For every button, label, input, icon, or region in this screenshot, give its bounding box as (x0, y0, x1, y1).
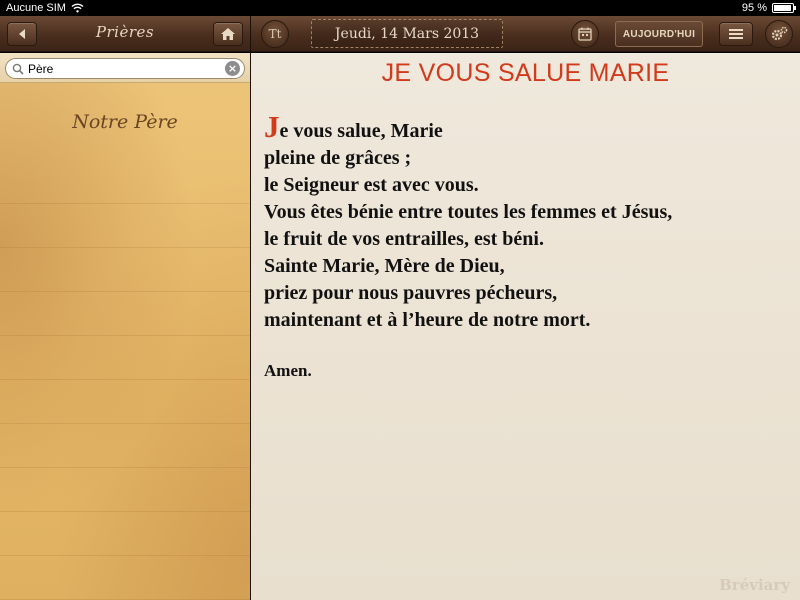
menu-button[interactable] (719, 22, 753, 46)
prayer-pane (251, 53, 800, 600)
list-background (0, 160, 250, 600)
results-pane (0, 53, 250, 600)
battery-group (742, 2, 794, 14)
prayer-line: priez pour nous pauvres pécheurs, (264, 282, 558, 304)
drop-cap: J (264, 109, 280, 144)
calendar-icon (577, 26, 593, 42)
date-label: Jeudi, 14 Mars 2013 (334, 25, 480, 42)
watermark: Bréviary (719, 576, 790, 594)
prayer-line: maintenant et à l’heure de notre mort. (264, 309, 591, 331)
date-selector[interactable] (311, 19, 503, 48)
back-arrow-icon (16, 28, 28, 40)
today-button[interactable] (615, 21, 703, 47)
search-input[interactable] (24, 62, 225, 76)
prayer-line: le Seigneur est avec vous. (264, 174, 479, 196)
prayer-amen: Amen. (264, 361, 312, 380)
prayer-line: pleine de grâces ; (264, 147, 412, 169)
carrier-label: Aucune SIM (6, 2, 66, 14)
prayer-line (264, 109, 794, 145)
result-item[interactable] (0, 84, 250, 160)
search-bar (0, 53, 250, 83)
search-icon (12, 63, 24, 75)
prayer-title: JE VOUS SALUE MARIE (381, 59, 670, 87)
result-label: Notre Père (72, 111, 178, 133)
search-field (5, 58, 245, 79)
prayer-line: Vous êtes bénie entre toutes les femmes et Jésus, (264, 201, 673, 223)
status-bar (0, 0, 800, 16)
settings-button[interactable] (765, 20, 793, 48)
prayer-line: Sainte Marie, Mère de Dieu, (264, 255, 505, 277)
calendar-button[interactable] (571, 20, 599, 48)
back-button[interactable] (7, 22, 37, 46)
menu-icon (728, 28, 744, 40)
clear-search-icon[interactable]: × (225, 61, 240, 76)
home-button[interactable] (213, 22, 243, 46)
results-list (0, 84, 250, 160)
prayer-text (264, 109, 794, 334)
section-title: Prières (95, 23, 155, 41)
text-size-label: Tt (268, 27, 282, 41)
prayer-line: le fruit de vos entrailles, est béni. (264, 228, 544, 250)
settings-icon (770, 26, 788, 42)
today-label: AUJOURD'HUI (622, 28, 696, 40)
battery-icon (772, 3, 794, 13)
left-toolbar (0, 16, 250, 52)
wifi-icon (71, 3, 84, 13)
prayer-line-first: e vous salue, Marie (279, 120, 443, 142)
battery-percent: 95 % (741, 2, 767, 14)
carrier-group (6, 2, 84, 14)
right-toolbar (251, 16, 800, 52)
text-size-button[interactable] (261, 20, 289, 48)
home-icon (220, 27, 236, 41)
